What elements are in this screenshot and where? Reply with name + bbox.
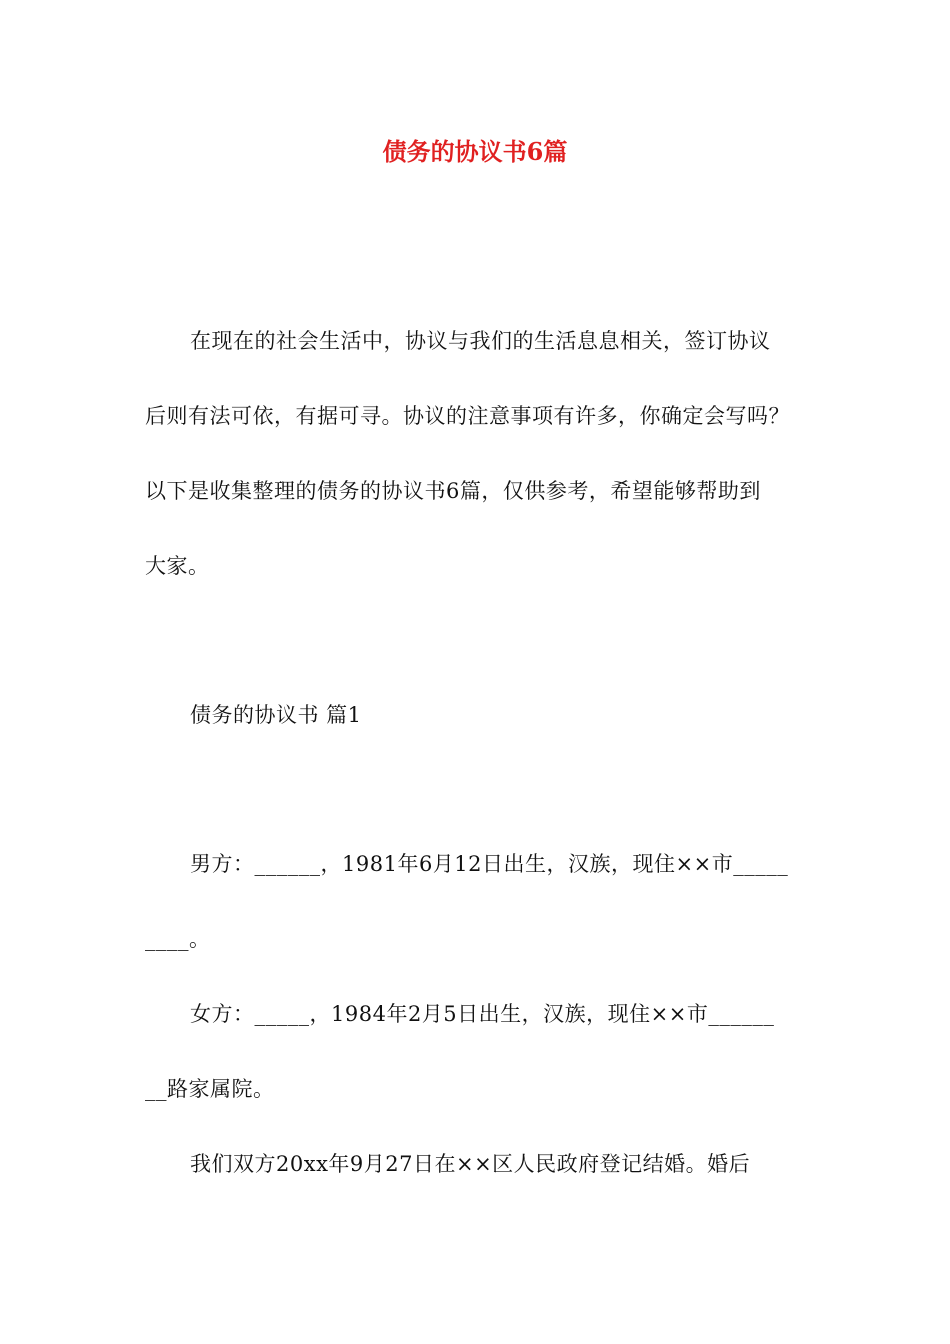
intro-line-1: 在现在的社会生活中，协议与我们的生活息息相关，签订协议 <box>190 329 771 353</box>
female-line-1: 女方：_____，1984年2月5日出生，汉族，现住××市______ <box>190 1002 775 1026</box>
male-line-1: 男方：______，1981年6月12日出生，汉族，现住××市_____ <box>190 852 789 876</box>
marriage-line-1: 我们双方20xx年9月27日在××区人民政府登记结婚。婚后 <box>190 1152 751 1176</box>
intro-line-3: 以下是收集整理的债务的协议书6篇，仅供参考，希望能够帮助到 <box>145 479 761 503</box>
intro-line-4: 大家。 <box>145 554 210 578</box>
intro-line-2: 后则有法可依，有据可寻。协议的注意事项有许多，你确定会写吗？ <box>145 404 790 428</box>
male-line-2: ____。 <box>145 927 211 951</box>
section-heading: 债务的协议书 篇1 <box>190 703 362 727</box>
female-line-2: __路家属院。 <box>145 1077 275 1101</box>
document-title: 债务的协议书6篇 <box>382 137 568 166</box>
